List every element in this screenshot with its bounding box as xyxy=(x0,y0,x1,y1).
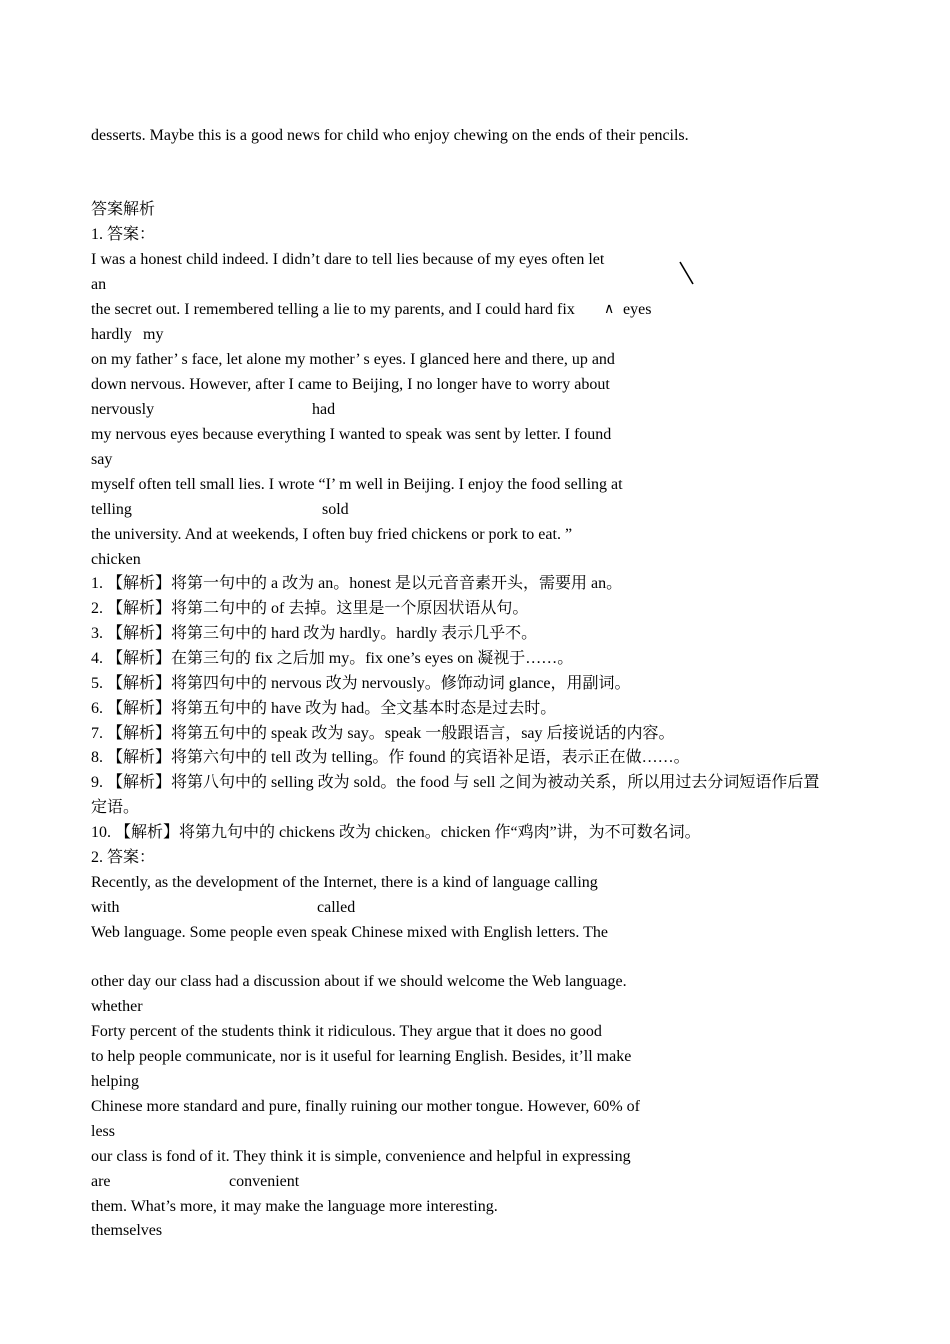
q2-correction-are: are xyxy=(91,1173,111,1190)
q1-explanation-4: 4. 【解析】在第三句的 fix 之后加 my。fix one’s eyes on 凝视于……。 xyxy=(91,650,574,667)
q1-explanation-6: 6. 【解析】将第五句中的 have 改为 had。全文基本时态是过去时。 xyxy=(91,700,557,717)
q1-line-1: I was a honest child indeed. I didn’t dare to tell lies because of my eyes often let xyxy=(91,251,605,268)
section-title: 答案解析 xyxy=(91,201,156,218)
q2-correction-less: less xyxy=(91,1123,115,1140)
q2-line-6: Chinese more standard and pure, finally ruining our mother tongue. However, 60% of xyxy=(91,1098,640,1115)
q1-explanation-10: 10. 【解析】将第九句中的 chickens 改为 chicken。chicken 作“鸡肉”讲，为不可数名词。 xyxy=(91,824,701,841)
q1-line-4: down nervous. However, after I came to Beijing, I no longer have to worry about xyxy=(91,376,610,393)
q1-correction-my: my xyxy=(143,326,164,343)
q1-explanation-1: 1. 【解析】将第一句中的 a 改为 an。honest 是以元音音素开头，需要用 an。 xyxy=(91,575,623,592)
q2-correction-with: with xyxy=(91,899,120,916)
q2-correction-helping: helping xyxy=(91,1073,139,1090)
q2-line-5: to help people communicate, nor is it useful for learning English. Besides, it’ll make xyxy=(91,1048,632,1065)
q1-line-7: the university. And at weekends, I often buy fried chickens or pork to eat. ” xyxy=(91,526,573,543)
q1-correction-an: an xyxy=(91,276,107,293)
q1-correction-had: had xyxy=(312,401,336,418)
q2-line-4: Forty percent of the students think it ridiculous. They argue that it does no good xyxy=(91,1023,602,1040)
q2-line-7: our class is fond of it. They think it is simple, convenience and helpful in expressing xyxy=(91,1148,631,1165)
q2-correction-convenient: convenient xyxy=(229,1173,300,1190)
q2-correction-called: called xyxy=(317,899,356,916)
q1-explanation-7: 7. 【解析】将第五句中的 speak 改为 say。speak 一般跟语言，say 后接说话的内容。 xyxy=(91,725,675,742)
q1-correction-sold: sold xyxy=(322,501,349,518)
q1-correction-eyes: eyes xyxy=(623,301,652,318)
q1-correction-chicken: chicken xyxy=(91,551,141,568)
q1-explanation-2: 2. 【解析】将第二句中的 of 去掉。这里是一个原因状语从句。 xyxy=(91,600,529,617)
q1-explanation-9-cont: 定语。 xyxy=(91,799,140,816)
deletion-mark-icon xyxy=(677,259,697,287)
q1-explanation-8: 8. 【解析】将第六句中的 tell 改为 telling。作 found 的宾语补足语，表示正在做……。 xyxy=(91,749,690,766)
q1-correction-say: say xyxy=(91,451,113,468)
q2-line-8: them. What’s more, it may make the language more interesting. xyxy=(91,1198,498,1215)
q1-correction-nervously: nervously xyxy=(91,401,155,418)
q1-correction-telling: telling xyxy=(91,501,132,518)
q1-heading: 1. 答案： xyxy=(91,226,156,243)
intro-line: desserts. Maybe this is a good news for child who enjoy chewing on the ends of their pencils. xyxy=(91,127,689,144)
q2-line-3: other day our class had a discussion about if we should welcome the Web language. xyxy=(91,973,627,990)
q1-line-6: myself often tell small lies. I wrote “I’ m well in Beijing. I enjoy the food selling at xyxy=(91,476,623,493)
q2-heading: 2. 答案： xyxy=(91,849,156,866)
q2-line-1: Recently, as the development of the Internet, there is a kind of language calling xyxy=(91,874,598,891)
q1-line-2: the secret out. I remembered telling a lie to my parents, and I could hard fix xyxy=(91,301,575,318)
q1-correction-hardly: hardly xyxy=(91,326,132,343)
q2-correction-themselves: themselves xyxy=(91,1222,163,1239)
q2-correction-whether: whether xyxy=(91,998,143,1015)
insertion-caret-icon: ∧ xyxy=(604,302,615,317)
q2-line-2: Web language. Some people even speak Chinese mixed with English letters. The xyxy=(91,924,608,941)
q1-explanation-3: 3. 【解析】将第三句中的 hard 改为 hardly。hardly 表示几乎不。 xyxy=(91,625,538,642)
q1-explanation-9: 9. 【解析】将第八句中的 selling 改为 sold。the food 与 sell 之间为被动关系，所以用过去分词短语作后置 xyxy=(91,774,820,791)
q1-line-5: my nervous eyes because everything I wanted to speak was sent by letter. I found xyxy=(91,426,612,443)
q1-line-3: on my father’ s face, let alone my mother’ s eyes. I glanced here and there, up and xyxy=(91,351,615,368)
q1-explanation-5: 5. 【解析】将第四句中的 nervous 改为 nervously。修饰动词 glance，用副词。 xyxy=(91,675,631,692)
